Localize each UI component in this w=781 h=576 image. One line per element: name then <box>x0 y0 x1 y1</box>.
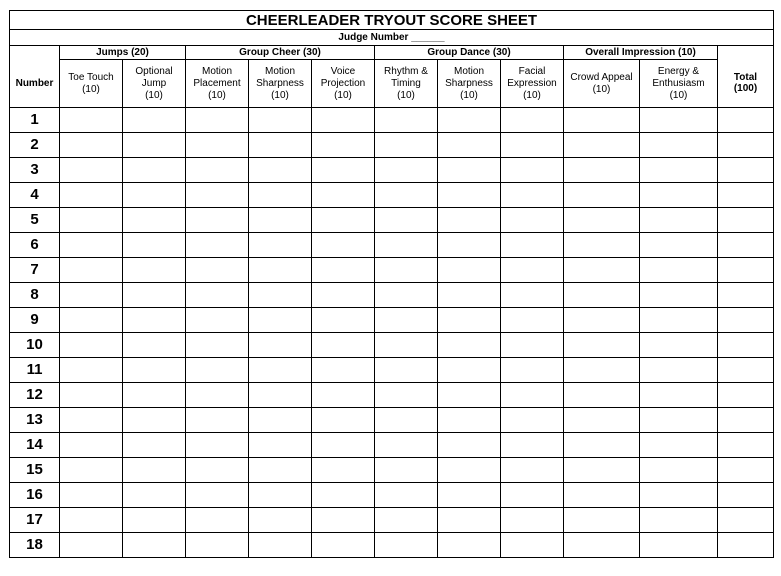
contestant-number: 14 <box>10 433 60 458</box>
score-cell[interactable] <box>501 133 564 158</box>
total-cell[interactable] <box>718 358 774 383</box>
contestant-number: 2 <box>10 133 60 158</box>
column-header-line: Sharpness <box>256 77 304 89</box>
total-cell[interactable] <box>718 208 774 233</box>
score-cell[interactable] <box>249 308 312 333</box>
contestant-number: 6 <box>10 233 60 258</box>
score-cell[interactable] <box>60 133 123 158</box>
contestant-number: 12 <box>10 383 60 408</box>
column-header <box>123 60 186 108</box>
score-cell[interactable] <box>249 333 312 358</box>
total-cell[interactable] <box>718 433 774 458</box>
score-cell[interactable] <box>123 408 186 433</box>
score-cell[interactable] <box>312 283 375 308</box>
column-header-line: (10) <box>145 89 163 101</box>
table-row <box>10 408 774 433</box>
score-cell[interactable] <box>123 208 186 233</box>
score-cell[interactable] <box>501 308 564 333</box>
score-cell[interactable] <box>312 483 375 508</box>
group-spacer-left <box>10 46 60 60</box>
group-header: Group Cheer (30) <box>186 46 375 60</box>
contestant-number: 13 <box>10 408 60 433</box>
column-header-line: Voice <box>330 65 356 77</box>
score-cell[interactable] <box>249 533 312 558</box>
score-cell[interactable] <box>60 283 123 308</box>
score-cell[interactable] <box>375 383 438 408</box>
score-cell[interactable] <box>312 183 375 208</box>
score-cell[interactable] <box>640 208 718 233</box>
score-cell[interactable] <box>438 333 501 358</box>
score-cell[interactable] <box>312 208 375 233</box>
contestant-number: 8 <box>10 283 60 308</box>
table-row <box>10 483 774 508</box>
score-cell[interactable] <box>375 308 438 333</box>
score-cell[interactable] <box>375 183 438 208</box>
score-cell[interactable] <box>438 158 501 183</box>
score-cell[interactable] <box>312 383 375 408</box>
score-cell[interactable] <box>375 158 438 183</box>
score-cell[interactable] <box>438 533 501 558</box>
score-cell[interactable] <box>438 308 501 333</box>
column-header-line: Motion <box>453 65 484 77</box>
column-header-line: (10) <box>397 89 415 101</box>
score-cell[interactable] <box>312 108 375 133</box>
score-cell[interactable] <box>249 183 312 208</box>
score-cell[interactable] <box>249 358 312 383</box>
score-cell[interactable] <box>640 108 718 133</box>
score-cell[interactable] <box>123 183 186 208</box>
column-header-line: Motion <box>264 65 295 77</box>
score-cell[interactable] <box>123 508 186 533</box>
score-cell[interactable] <box>312 158 375 183</box>
total-cell[interactable] <box>718 258 774 283</box>
score-cell[interactable] <box>438 433 501 458</box>
contestant-number: 7 <box>10 258 60 283</box>
score-cell[interactable] <box>186 133 249 158</box>
score-cell[interactable] <box>60 433 123 458</box>
score-cell[interactable] <box>564 308 640 333</box>
score-cell[interactable] <box>249 158 312 183</box>
score-cell[interactable] <box>186 308 249 333</box>
table-row <box>10 233 774 258</box>
score-cell[interactable] <box>60 108 123 133</box>
column-header <box>312 60 375 108</box>
column-header <box>438 60 501 108</box>
total-cell[interactable] <box>718 108 774 133</box>
table-row <box>10 133 774 158</box>
score-cell[interactable] <box>375 283 438 308</box>
score-cell[interactable] <box>640 508 718 533</box>
column-header-line: (10) <box>523 89 541 101</box>
score-cell[interactable] <box>501 433 564 458</box>
score-cell[interactable] <box>438 233 501 258</box>
score-cell[interactable] <box>438 108 501 133</box>
table-row <box>10 458 774 483</box>
column-header-line: Toe Touch <box>68 71 114 83</box>
score-cell[interactable] <box>564 208 640 233</box>
score-sheet <box>9 10 773 558</box>
score-cell[interactable] <box>375 458 438 483</box>
score-cell[interactable] <box>312 308 375 333</box>
score-cell[interactable] <box>186 383 249 408</box>
score-cell[interactable] <box>564 358 640 383</box>
score-cell[interactable] <box>640 408 718 433</box>
score-cell[interactable] <box>564 333 640 358</box>
score-cell[interactable] <box>186 408 249 433</box>
total-cell[interactable] <box>718 233 774 258</box>
column-header-line: Sharpness <box>445 77 493 89</box>
column-header-line: Expression <box>507 77 557 89</box>
score-cell[interactable] <box>375 433 438 458</box>
score-cell[interactable] <box>564 108 640 133</box>
total-header-line: (100) <box>733 83 758 95</box>
total-cell[interactable] <box>718 508 774 533</box>
score-cell[interactable] <box>249 433 312 458</box>
total-cell[interactable] <box>718 308 774 333</box>
contestant-number: 4 <box>10 183 60 208</box>
score-cell[interactable] <box>186 358 249 383</box>
column-header-line: Jump <box>141 77 167 89</box>
score-cell[interactable] <box>438 508 501 533</box>
score-cell[interactable] <box>640 183 718 208</box>
score-cell[interactable] <box>186 258 249 283</box>
table-row <box>10 183 774 208</box>
group-header: Group Dance (30) <box>375 46 564 60</box>
score-cell[interactable] <box>640 358 718 383</box>
score-cell[interactable] <box>123 133 186 158</box>
score-cell[interactable] <box>640 383 718 408</box>
score-cell[interactable] <box>123 108 186 133</box>
score-cell[interactable] <box>640 158 718 183</box>
column-header-line: (10) <box>669 89 688 101</box>
score-cell[interactable] <box>123 433 186 458</box>
contestant-number: 11 <box>10 358 60 383</box>
column-header-line: (10) <box>271 89 289 101</box>
column-header-line: (10) <box>82 83 100 95</box>
column-header <box>375 60 438 108</box>
score-cell[interactable] <box>60 533 123 558</box>
score-cell[interactable] <box>123 233 186 258</box>
table-row <box>10 283 774 308</box>
score-cell[interactable] <box>564 258 640 283</box>
score-cell[interactable] <box>312 508 375 533</box>
column-header <box>640 60 718 108</box>
score-cell[interactable] <box>123 333 186 358</box>
score-cell[interactable] <box>501 258 564 283</box>
score-cell[interactable] <box>123 358 186 383</box>
score-cell[interactable] <box>640 483 718 508</box>
score-cell[interactable] <box>501 158 564 183</box>
score-cell[interactable] <box>501 458 564 483</box>
contestant-number: 18 <box>10 533 60 558</box>
score-cell[interactable] <box>438 208 501 233</box>
score-cell[interactable] <box>186 183 249 208</box>
score-cell[interactable] <box>60 408 123 433</box>
score-cell[interactable] <box>375 208 438 233</box>
table-row <box>10 533 774 558</box>
score-cell[interactable] <box>640 258 718 283</box>
column-header-line: Motion <box>201 65 232 77</box>
group-spacer-right <box>718 46 774 60</box>
score-cell[interactable] <box>564 233 640 258</box>
score-cell[interactable] <box>438 133 501 158</box>
score-cell[interactable] <box>375 358 438 383</box>
total-cell[interactable] <box>718 383 774 408</box>
score-cell[interactable] <box>123 383 186 408</box>
score-cell[interactable] <box>123 458 186 483</box>
total-cell[interactable] <box>718 333 774 358</box>
score-cell[interactable] <box>123 283 186 308</box>
column-header <box>501 60 564 108</box>
score-cell[interactable] <box>186 283 249 308</box>
total-cell[interactable] <box>718 533 774 558</box>
score-cell[interactable] <box>438 183 501 208</box>
score-cell[interactable] <box>501 208 564 233</box>
contestant-number: 9 <box>10 308 60 333</box>
score-cell[interactable] <box>640 308 718 333</box>
table-row <box>10 308 774 333</box>
total-header <box>718 60 774 108</box>
score-cell[interactable] <box>564 483 640 508</box>
score-cell[interactable] <box>249 458 312 483</box>
score-cell[interactable] <box>438 408 501 433</box>
score-cell[interactable] <box>249 108 312 133</box>
column-header-line: (10) <box>208 89 226 101</box>
score-cell[interactable] <box>564 183 640 208</box>
table-row <box>10 433 774 458</box>
total-cell[interactable] <box>718 458 774 483</box>
column-header <box>60 60 123 108</box>
score-cell[interactable] <box>501 108 564 133</box>
column-header <box>249 60 312 108</box>
total-cell[interactable] <box>718 283 774 308</box>
score-cell[interactable] <box>438 258 501 283</box>
score-cell[interactable] <box>123 308 186 333</box>
score-cell[interactable] <box>501 383 564 408</box>
table-row <box>10 358 774 383</box>
column-header-line: Energy & <box>657 65 700 77</box>
score-cell[interactable] <box>438 383 501 408</box>
score-cell[interactable] <box>249 483 312 508</box>
contestant-number: 3 <box>10 158 60 183</box>
column-header-line: Crowd Appeal <box>570 71 633 83</box>
total-header-line: Total <box>733 72 758 84</box>
table-row <box>10 208 774 233</box>
contestant-number: 5 <box>10 208 60 233</box>
score-cell[interactable] <box>60 258 123 283</box>
score-cell[interactable] <box>438 283 501 308</box>
score-cell[interactable] <box>60 233 123 258</box>
score-cell[interactable] <box>312 358 375 383</box>
score-cell[interactable] <box>312 433 375 458</box>
score-cell[interactable] <box>501 408 564 433</box>
score-cell[interactable] <box>501 183 564 208</box>
score-cell[interactable] <box>564 508 640 533</box>
score-cell[interactable] <box>375 533 438 558</box>
score-cell[interactable] <box>249 233 312 258</box>
score-cell[interactable] <box>564 408 640 433</box>
score-cell[interactable] <box>375 333 438 358</box>
table-row <box>10 158 774 183</box>
score-cell[interactable] <box>249 208 312 233</box>
score-cell[interactable] <box>186 158 249 183</box>
column-header-line: Facial <box>518 65 546 77</box>
score-cell[interactable] <box>186 508 249 533</box>
column-header-line: (10) <box>460 89 478 101</box>
score-cell[interactable] <box>249 508 312 533</box>
score-table <box>9 10 774 558</box>
score-cell[interactable] <box>249 133 312 158</box>
score-cell[interactable] <box>60 358 123 383</box>
contestant-number: 16 <box>10 483 60 508</box>
score-cell[interactable] <box>640 433 718 458</box>
column-header-line: Optional <box>135 65 173 77</box>
score-cell[interactable] <box>375 233 438 258</box>
score-cell[interactable] <box>501 508 564 533</box>
score-cell[interactable] <box>312 333 375 358</box>
score-cell[interactable] <box>640 283 718 308</box>
score-cell[interactable] <box>375 483 438 508</box>
score-cell[interactable] <box>438 458 501 483</box>
column-header-line: Rhythm & <box>384 65 428 77</box>
table-row <box>10 383 774 408</box>
judge-number-label: Judge Number ______ <box>10 30 774 46</box>
score-cell[interactable] <box>60 158 123 183</box>
score-cell[interactable] <box>640 458 718 483</box>
score-cell[interactable] <box>186 108 249 133</box>
score-cell[interactable] <box>249 283 312 308</box>
column-header-line: Enthusiasm <box>652 77 705 89</box>
table-row <box>10 508 774 533</box>
score-cell[interactable] <box>312 533 375 558</box>
score-cell[interactable] <box>123 158 186 183</box>
table-row <box>10 108 774 133</box>
score-cell[interactable] <box>640 233 718 258</box>
score-cell[interactable] <box>60 483 123 508</box>
column-header <box>186 60 249 108</box>
contestant-number: 15 <box>10 458 60 483</box>
group-header: Jumps (20) <box>60 46 186 60</box>
score-cell[interactable] <box>60 333 123 358</box>
column-header-line: Placement <box>193 77 241 89</box>
score-cell[interactable] <box>186 483 249 508</box>
score-cell[interactable] <box>312 408 375 433</box>
score-cell[interactable] <box>564 433 640 458</box>
score-cell[interactable] <box>186 333 249 358</box>
score-cell[interactable] <box>375 133 438 158</box>
score-cell[interactable] <box>60 208 123 233</box>
score-cell[interactable] <box>640 133 718 158</box>
score-cell[interactable] <box>640 333 718 358</box>
score-cell[interactable] <box>564 533 640 558</box>
column-header-line: (10) <box>334 89 352 101</box>
score-cell[interactable] <box>564 383 640 408</box>
score-cell[interactable] <box>186 433 249 458</box>
total-cell[interactable] <box>718 183 774 208</box>
score-cell[interactable] <box>249 408 312 433</box>
score-cell[interactable] <box>375 108 438 133</box>
score-cell[interactable] <box>375 408 438 433</box>
score-cell[interactable] <box>186 533 249 558</box>
score-cell[interactable] <box>640 533 718 558</box>
score-cell[interactable] <box>312 233 375 258</box>
score-cell[interactable] <box>564 158 640 183</box>
score-cell[interactable] <box>123 483 186 508</box>
column-header-line: Timing <box>391 77 421 89</box>
score-cell[interactable] <box>123 533 186 558</box>
total-cell[interactable] <box>718 158 774 183</box>
score-cell[interactable] <box>501 283 564 308</box>
score-cell[interactable] <box>438 483 501 508</box>
column-header <box>564 60 640 108</box>
score-cell[interactable] <box>249 258 312 283</box>
score-cell[interactable] <box>564 133 640 158</box>
score-cell[interactable] <box>60 183 123 208</box>
group-header: Overall Impression (10) <box>564 46 718 60</box>
number-header: Number <box>10 60 60 108</box>
score-cell[interactable] <box>186 458 249 483</box>
score-cell[interactable] <box>501 333 564 358</box>
table-row <box>10 258 774 283</box>
score-cell[interactable] <box>501 233 564 258</box>
score-cell[interactable] <box>186 233 249 258</box>
table-row <box>10 333 774 358</box>
total-cell[interactable] <box>718 483 774 508</box>
score-cell[interactable] <box>564 283 640 308</box>
score-cell[interactable] <box>312 258 375 283</box>
score-cell[interactable] <box>501 358 564 383</box>
total-cell[interactable] <box>718 408 774 433</box>
score-cell[interactable] <box>438 358 501 383</box>
contestant-number: 10 <box>10 333 60 358</box>
column-header-line: Projection <box>320 77 366 89</box>
score-cell[interactable] <box>501 483 564 508</box>
total-cell[interactable] <box>718 133 774 158</box>
score-cell[interactable] <box>186 208 249 233</box>
contestant-number: 1 <box>10 108 60 133</box>
score-cell[interactable] <box>564 458 640 483</box>
score-cell[interactable] <box>375 508 438 533</box>
score-cell[interactable] <box>123 258 186 283</box>
column-header-line: (10) <box>592 83 611 95</box>
sheet-title: CHEERLEADER TRYOUT SCORE SHEET <box>10 11 774 30</box>
score-cell[interactable] <box>60 508 123 533</box>
score-cell[interactable] <box>249 383 312 408</box>
score-cell[interactable] <box>312 458 375 483</box>
score-cell[interactable] <box>375 258 438 283</box>
score-cell[interactable] <box>501 533 564 558</box>
score-cell[interactable] <box>60 458 123 483</box>
score-cell[interactable] <box>312 133 375 158</box>
score-cell[interactable] <box>60 383 123 408</box>
score-cell[interactable] <box>60 308 123 333</box>
contestant-number: 17 <box>10 508 60 533</box>
